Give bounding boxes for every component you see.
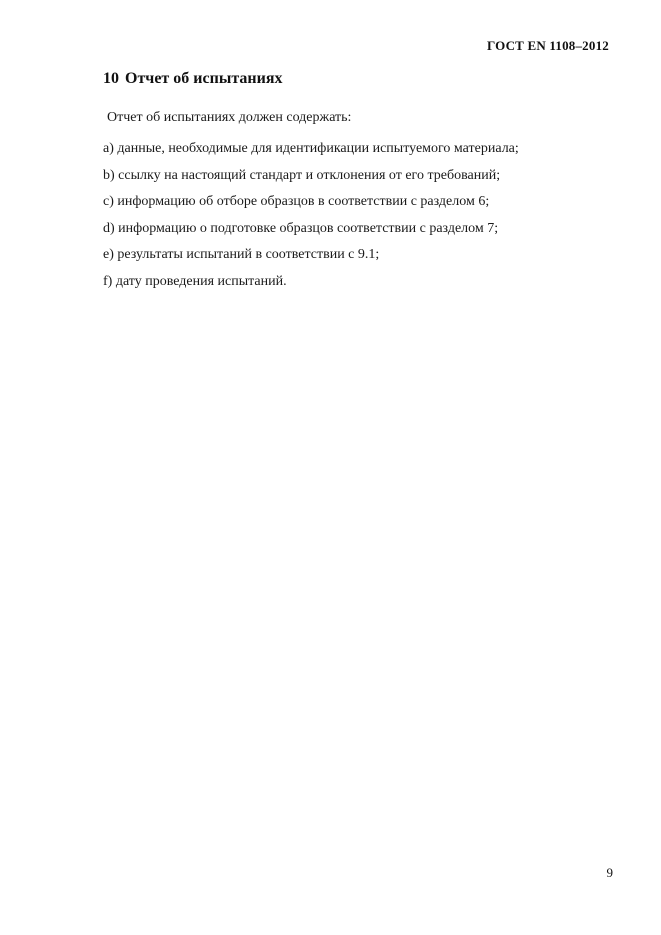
list-item: f) дату проведения испытаний. [103,273,287,289]
list-item: e) результаты испытаний в соответствии с 9.1; [103,247,380,262]
list-item: c) информацию об отборе образцов в соответствии с разделом 6; [103,194,490,209]
list-item: b) ссылку на настоящий стандарт и отклонения от его требований; [103,167,501,183]
document-code: ГОСТ EN 1108–2012 [486,38,609,53]
section-heading [103,70,282,88]
list-item: a) данные, необходимые для идентификации испытуемого материала; [103,141,519,156]
requirements-list [103,136,519,295]
list-item: d) информацию о подготовке образцов соответствии с разделом 7; [103,220,499,236]
intro-paragraph: Отчет об испытаниях должен содержать: [107,110,352,125]
section-number: 10 [103,70,119,87]
page-number: 9 [606,865,613,880]
section-title-text: Отчет об испытаниях [125,70,283,87]
